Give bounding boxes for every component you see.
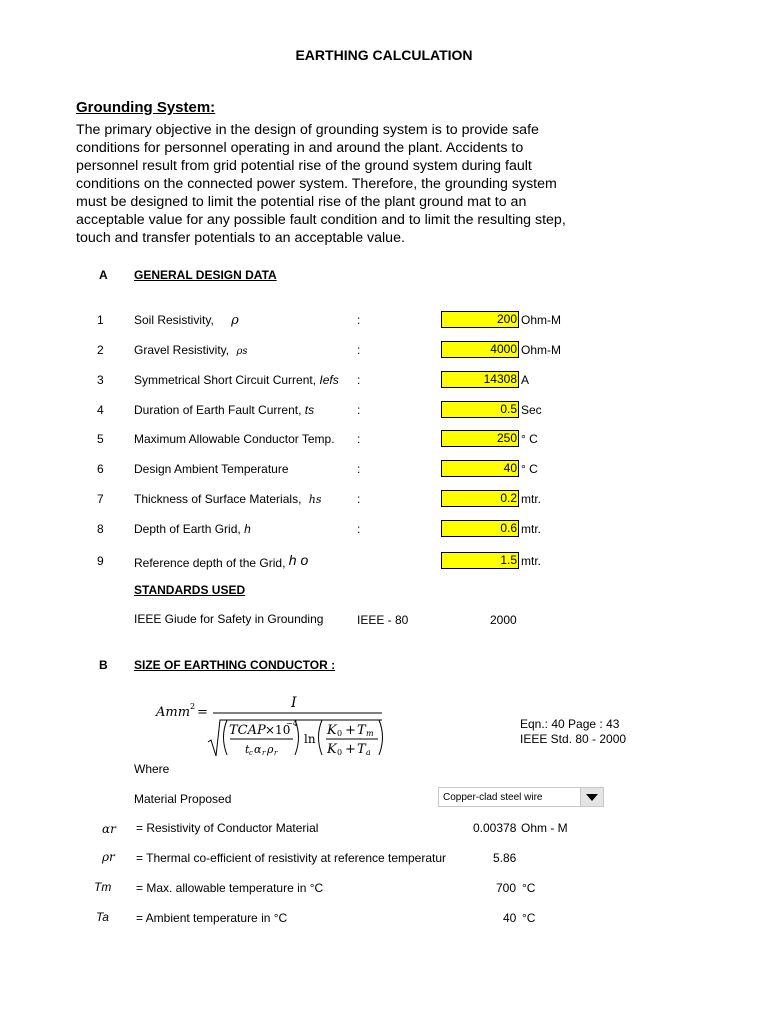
- soil-resistivity-input[interactable]: 200: [441, 311, 519, 328]
- design-row-8: [0, 519, 768, 539]
- row-number: 2: [97, 343, 104, 357]
- ts-symbol: ts: [304, 403, 315, 417]
- row-colon: :: [357, 522, 361, 536]
- h-o-symbol: h o: [288, 552, 309, 568]
- row-colon: :: [357, 432, 361, 446]
- design-row-3: [0, 370, 768, 390]
- row-label: Symmetrical Short Circuit Current, Iefs: [134, 373, 339, 387]
- param-symbol-tm: Tm: [94, 880, 112, 894]
- eq-lhs-exp: 2: [190, 702, 196, 711]
- param-desc: = Thermal co-efficient of resistivity at reference temperatur: [136, 851, 447, 865]
- standards-name: IEEE Giude for Safety in Grounding: [134, 612, 324, 626]
- param-desc: = Max. allowable temperature in °C: [136, 881, 324, 895]
- row-unit: ° C: [521, 432, 538, 446]
- eq-ta: T: [357, 742, 366, 757]
- eq-ln: ln: [304, 732, 316, 746]
- row-label: Gravel Resistivity, ρs: [134, 343, 248, 357]
- eqn-reference: Eqn.: 40 Page : 43: [520, 717, 620, 731]
- section-b-title: SIZE OF EARTHING CONDUCTOR :: [134, 658, 336, 672]
- eq-plus-top: +: [345, 723, 356, 738]
- eq-tm-sub: m: [366, 729, 374, 738]
- param-value: 5.86: [493, 851, 517, 865]
- eq-plus-bottom: +: [345, 742, 356, 757]
- standards-title: STANDARDS USED: [134, 583, 246, 597]
- short-circuit-current-input[interactable]: 14308: [441, 371, 519, 388]
- intro-line: The primary objective in the design of grounding system is to provide safe: [76, 122, 539, 138]
- param-symbol-ta: Ta: [96, 910, 109, 924]
- row-label: Depth of Earth Grid, h: [134, 522, 251, 536]
- row-unit: A: [521, 373, 530, 387]
- row-colon: :: [357, 313, 361, 327]
- standards-code: IEEE - 80: [357, 613, 409, 627]
- param-unit: °C: [522, 911, 536, 925]
- row-number: 5: [97, 432, 104, 446]
- hs-symbol: hs: [308, 493, 322, 506]
- design-row-1: [0, 310, 768, 330]
- design-row-4: [0, 400, 768, 420]
- row-label: Maximum Allowable Conductor Temp.: [134, 432, 335, 446]
- eq-tc: t: [245, 743, 250, 756]
- intro-line: conditions for personnel operating in and around the plant. Accidents to: [76, 140, 524, 156]
- eq-k0-bottom: K: [327, 742, 337, 757]
- eq-alpha-sub: r: [262, 749, 266, 757]
- row-colon: :: [357, 462, 361, 476]
- intro-line: acceptable value for any possible fault condition and to limit the resulting step,: [76, 212, 566, 228]
- intro-line: conditions on the connected power system. Therefore, the grounding system: [76, 176, 557, 192]
- row-number: 6: [97, 462, 104, 476]
- eq-tc-sub: c: [249, 749, 253, 757]
- row-unit: mtr.: [521, 492, 541, 506]
- eq-tm: T: [357, 723, 366, 738]
- row-colon: :: [357, 403, 361, 417]
- ambient-temp-input[interactable]: 40: [441, 460, 519, 477]
- row-colon: :: [357, 343, 361, 357]
- param-unit: Ohm - M: [521, 821, 568, 835]
- design-row-2: [0, 340, 768, 360]
- design-row-5: [0, 429, 768, 449]
- intro-line: must be designed to limit the potential rise of the plant ground mat to an: [76, 194, 527, 210]
- material-selected-value: Copper-clad steel wire: [443, 792, 543, 803]
- eq-times: ×10: [265, 723, 291, 737]
- row-colon: :: [357, 492, 361, 506]
- design-row-7: [0, 489, 768, 509]
- material-label: Material Proposed: [134, 792, 232, 806]
- surface-thickness-input[interactable]: 0.2: [441, 490, 519, 507]
- param-value: 40: [503, 911, 517, 925]
- eq-ta-sub: a: [366, 748, 371, 757]
- iefs-symbol: Iefs: [319, 373, 339, 387]
- eq-k0-top: K: [327, 723, 337, 738]
- row-unit: mtr.: [521, 554, 541, 568]
- material-select[interactable]: [438, 787, 604, 807]
- eq-lhs: Amm: [156, 705, 191, 720]
- reference-depth-input[interactable]: 1.5: [441, 552, 519, 569]
- row-unit: Sec: [521, 403, 542, 417]
- eq-numerator: I: [291, 695, 297, 711]
- eq-tcap: TCAP: [229, 723, 266, 738]
- row-number: 9: [97, 554, 104, 568]
- row-number: 7: [97, 492, 104, 506]
- row-unit: ° C: [521, 462, 538, 476]
- eq-alpha: α: [254, 743, 262, 756]
- design-row-9: [0, 551, 768, 571]
- row-colon: :: [357, 373, 361, 387]
- row-label: Duration of Earth Fault Current, ts: [134, 403, 315, 417]
- row-label: Design Ambient Temperature: [134, 462, 289, 476]
- rho-symbol: ρ: [231, 313, 239, 328]
- param-unit: °C: [522, 881, 536, 895]
- h-symbol: h: [244, 522, 251, 536]
- param-desc: = Resistivity of Conductor Material: [136, 821, 319, 835]
- param-symbol-alpha: αr: [102, 822, 116, 836]
- row-number: 3: [97, 373, 104, 387]
- row-label: Reference depth of the Grid, h o: [134, 552, 309, 570]
- row-number: 8: [97, 522, 104, 536]
- row-label: Thickness of Surface Materials, hs: [134, 492, 322, 506]
- intro-line: personnel result from grid potential rise of the ground system during fault: [76, 158, 532, 174]
- dropdown-button[interactable]: [580, 788, 603, 806]
- eq-k0-bottom-sub: 0: [337, 748, 343, 757]
- param-value: 700: [496, 881, 517, 895]
- row-unit: mtr.: [521, 522, 541, 536]
- eqn-standard: IEEE Std. 80 - 2000: [520, 732, 627, 746]
- where-label: Where: [134, 762, 170, 776]
- section-b-letter: B: [99, 658, 108, 672]
- section-a-title: GENERAL DESIGN DATA: [134, 268, 277, 282]
- eq-exp: −4: [286, 719, 298, 728]
- section-a-letter: A: [99, 268, 108, 282]
- design-row-6: [0, 459, 768, 479]
- row-unit: Ohm-M: [521, 313, 561, 327]
- rho-s-symbol: ρs: [236, 346, 248, 357]
- param-symbol-rho: ρr: [102, 850, 115, 864]
- gravel-resistivity-input[interactable]: 4000: [441, 341, 519, 358]
- intro-line: touch and transfer potentials to an acceptable value.: [76, 230, 405, 246]
- chevron-down-icon: [586, 794, 598, 801]
- grounding-heading: Grounding System:: [76, 99, 216, 116]
- row-number: 4: [97, 403, 104, 417]
- row-number: 1: [97, 313, 104, 327]
- eq-equals: =: [197, 705, 208, 720]
- eq-rho: ρ: [267, 743, 274, 756]
- row-unit: Ohm-M: [521, 343, 561, 357]
- grid-depth-input[interactable]: 0.6: [441, 520, 519, 537]
- conductor-size-equation: [150, 692, 450, 762]
- standards-year: 2000: [490, 613, 517, 627]
- param-value: 0.00378: [473, 821, 517, 835]
- param-desc: = Ambient temperature in °C: [136, 911, 288, 925]
- eq-k0-top-sub: 0: [337, 729, 343, 738]
- page-title: EARTHING CALCULATION: [295, 47, 473, 63]
- eq-rho-sub: r: [274, 749, 278, 757]
- row-label: Soil Resistivity, ρ: [134, 313, 239, 328]
- max-conductor-temp-input[interactable]: 250: [441, 430, 519, 447]
- fault-duration-input[interactable]: 0.5: [441, 401, 519, 418]
- intro-paragraph: [76, 121, 576, 247]
